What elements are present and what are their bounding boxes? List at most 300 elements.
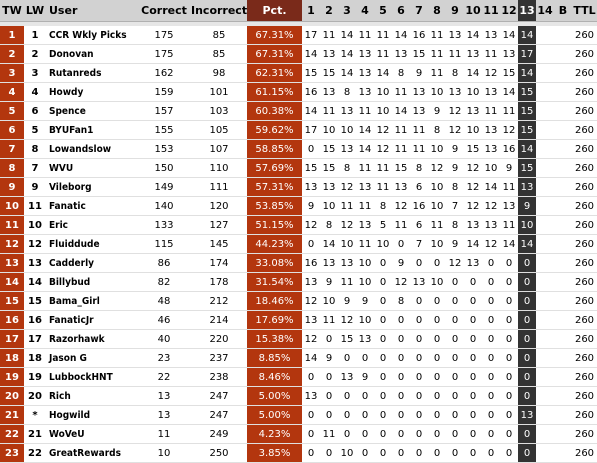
week-cell: 0 [482,254,500,273]
week-cell: 12 [464,197,482,216]
user-cell[interactable]: Cadderly [46,254,137,273]
pct-cell: 8.46% [247,368,302,387]
pct-cell: 44.23% [247,235,302,254]
user-cell[interactable]: GreatRewards [46,444,137,463]
week-cell [554,330,572,349]
current-week-cell: 0 [518,273,536,292]
week-cell: 11 [392,121,410,140]
week-cell: 0 [320,444,338,463]
week-cell [536,387,554,406]
user-cell[interactable]: Fanatic [46,197,137,216]
incorrect-header[interactable]: Incorrect [191,0,247,22]
lw-cell: 17 [24,330,46,349]
tw-cell: 7 [0,140,24,159]
week-cell: 11 [356,235,374,254]
week-cell: 14 [338,64,356,83]
week-cell: 0 [302,406,320,425]
week-cell [554,121,572,140]
user-cell[interactable]: Rich [46,387,137,406]
week-cell [536,273,554,292]
user-cell[interactable]: Donovan [46,45,137,64]
week-cell: 10 [320,197,338,216]
week-cell: 14 [500,83,518,102]
week-cell [554,178,572,197]
week-cell: 13 [356,45,374,64]
week-cell: 0 [500,254,518,273]
tw-cell: 15 [0,292,24,311]
week-cell: 11 [320,311,338,330]
week-cell: 16 [410,197,428,216]
week-cell: 10 [428,178,446,197]
week-header[interactable]: 10 [464,0,482,22]
pct-cell: 33.08% [247,254,302,273]
week-cell [536,26,554,45]
user-cell[interactable]: Hogwild [46,406,137,425]
week-cell: 13 [338,368,356,387]
week-header[interactable]: 1 [302,0,320,22]
week-cell: 15 [320,159,338,178]
week-cell: 0 [482,292,500,311]
week-header[interactable]: 12 [500,0,518,22]
incorrect-cell: 249 [191,425,247,444]
week-cell: 0 [302,235,320,254]
week-cell: 0 [392,406,410,425]
week-header[interactable]: 3 [338,0,356,22]
user-cell[interactable]: Spence [46,102,137,121]
user-cell[interactable]: Vileborg [46,178,137,197]
week-cell: 10 [356,311,374,330]
user-header[interactable]: User [46,0,137,22]
tw-cell: 21 [0,406,24,425]
week-cell: 0 [410,406,428,425]
correct-cell: 46 [137,311,191,330]
user-cell[interactable]: WoVeU [46,425,137,444]
week-cell: 0 [374,349,392,368]
ttl-cell: 260 [572,273,597,292]
week-header[interactable]: 11 [482,0,500,22]
week-cell: 11 [500,178,518,197]
week-cell: 0 [356,349,374,368]
lw-cell: 19 [24,368,46,387]
week-cell: 0 [392,387,410,406]
table-row [0,26,597,45]
pct-header[interactable]: Pct. [247,0,302,22]
week-cell: 10 [464,121,482,140]
week-cell: 0 [482,406,500,425]
ttl-cell: 260 [572,197,597,216]
week-cell: 0 [464,368,482,387]
user-cell[interactable]: Eric [46,216,137,235]
week-cell: 14 [338,45,356,64]
week-header[interactable]: 2 [320,0,338,22]
week-cell: 0 [410,368,428,387]
week-cell: 13 [464,254,482,273]
correct-cell: 13 [137,387,191,406]
week-cell: 12 [392,273,410,292]
current-week-cell: 14 [518,235,536,254]
week-header[interactable]: 5 [374,0,392,22]
week-cell: 11 [356,26,374,45]
ttl-cell: 260 [572,425,597,444]
current-week-cell: 9 [518,197,536,216]
correct-cell: 23 [137,349,191,368]
week-cell: 13 [302,178,320,197]
tw-cell: 20 [0,387,24,406]
pct-cell: 18.46% [247,292,302,311]
table-row [0,45,597,64]
incorrect-cell: 178 [191,273,247,292]
lw-cell: 6 [24,102,46,121]
incorrect-cell: 120 [191,197,247,216]
ttl-cell: 260 [572,406,597,425]
week-cell: 9 [428,102,446,121]
week-cell: 15 [302,159,320,178]
pct-cell: 17.69% [247,311,302,330]
current-week-header[interactable]: 13 [518,0,536,22]
standings-body [0,26,597,463]
week-header[interactable]: 7 [410,0,428,22]
user-cell[interactable]: FanaticJr [46,311,137,330]
week-cell: 11 [392,83,410,102]
week-cell: 11 [410,140,428,159]
week-cell: 12 [302,292,320,311]
week-cell: 10 [320,292,338,311]
tw-cell: 6 [0,121,24,140]
week-cell: 0 [428,444,446,463]
table-row [0,387,597,406]
week-cell: 0 [464,349,482,368]
week-cell: 8 [410,159,428,178]
week-cell: 8 [374,197,392,216]
lw-cell: 10 [24,216,46,235]
week-cell [554,26,572,45]
week-cell: 0 [446,349,464,368]
current-week-cell: 0 [518,349,536,368]
week-cell: 14 [464,235,482,254]
user-cell[interactable]: Howdy [46,83,137,102]
week-cell: 0 [500,330,518,349]
correct-cell: 86 [137,254,191,273]
correct-cell: 10 [137,444,191,463]
week-cell: 8 [338,159,356,178]
correct-cell: 82 [137,273,191,292]
week-cell: 10 [338,121,356,140]
week-cell: 0 [410,349,428,368]
ttl-cell: 260 [572,349,597,368]
correct-header[interactable]: Correct [137,0,191,22]
week-cell: 12 [338,178,356,197]
correct-cell: 22 [137,368,191,387]
ttl-cell: 260 [572,45,597,64]
week-header[interactable]: 14 [536,0,554,22]
ttl-cell: 260 [572,216,597,235]
week-cell: 9 [446,159,464,178]
week-cell: 14 [464,64,482,83]
week-cell: 0 [482,368,500,387]
tw-cell: 2 [0,45,24,64]
week-cell: 10 [374,83,392,102]
pct-cell: 67.31% [247,45,302,64]
user-cell[interactable]: Jason G [46,349,137,368]
week-cell: 0 [410,330,428,349]
incorrect-cell: 237 [191,349,247,368]
ttl-cell: 260 [572,121,597,140]
tw-cell: 10 [0,197,24,216]
week-header[interactable]: 4 [356,0,374,22]
week-cell: 0 [428,330,446,349]
week-cell: 13 [302,273,320,292]
week-cell: 0 [428,311,446,330]
user-cell[interactable]: Fluiddude [46,235,137,254]
current-week-cell: 0 [518,292,536,311]
user-cell[interactable]: CCR Wkly Picks [46,26,137,45]
week-cell: 13 [482,121,500,140]
ttl-cell: 260 [572,330,597,349]
week-cell: 10 [428,83,446,102]
user-cell[interactable]: Razorhawk [46,330,137,349]
week-header[interactable]: 6 [392,0,410,22]
pct-cell: 8.85% [247,349,302,368]
week-cell [536,235,554,254]
week-cell: 13 [356,83,374,102]
week-cell [536,216,554,235]
pct-cell: 60.38% [247,102,302,121]
week-cell: 9 [356,368,374,387]
week-cell: 0 [410,311,428,330]
week-cell [536,368,554,387]
week-cell: 13 [338,254,356,273]
pct-cell: 3.85% [247,444,302,463]
week-cell: 13 [482,26,500,45]
week-cell: 13 [392,178,410,197]
week-cell: 10 [428,235,446,254]
week-cell [554,140,572,159]
week-cell: 0 [500,425,518,444]
week-cell: 13 [320,83,338,102]
week-cell [554,254,572,273]
tw-cell: 14 [0,273,24,292]
week-cell: 14 [302,349,320,368]
week-cell: 13 [410,273,428,292]
tw-cell: 17 [0,330,24,349]
week-cell: 11 [338,197,356,216]
week-cell: 0 [410,444,428,463]
week-cell: 13 [302,311,320,330]
incorrect-cell: 145 [191,235,247,254]
table-row [0,368,597,387]
week-cell: 13 [356,64,374,83]
incorrect-cell: 174 [191,254,247,273]
week-cell: 0 [428,368,446,387]
week-cell: 16 [302,254,320,273]
week-cell: 11 [374,45,392,64]
pct-cell: 15.38% [247,330,302,349]
lw-cell: 18 [24,349,46,368]
ttl-header[interactable]: TTL [572,0,597,22]
week-cell: 11 [320,425,338,444]
week-cell: 7 [446,197,464,216]
week-cell: 12 [338,311,356,330]
week-cell: 16 [410,26,428,45]
week-cell: 11 [500,216,518,235]
week-cell: 13 [446,83,464,102]
incorrect-cell: 127 [191,216,247,235]
user-cell[interactable]: Bama_Girl [46,292,137,311]
week-cell: 14 [302,45,320,64]
ttl-cell: 260 [572,444,597,463]
week-cell: 8 [338,83,356,102]
pct-cell: 4.23% [247,425,302,444]
incorrect-cell: 85 [191,26,247,45]
week-cell [536,178,554,197]
week-cell: 13 [446,26,464,45]
incorrect-cell: 101 [191,83,247,102]
lw-cell: 15 [24,292,46,311]
ttl-cell: 260 [572,235,597,254]
current-week-cell: 0 [518,254,536,273]
current-week-cell: 13 [518,178,536,197]
week-cell: 0 [356,425,374,444]
lw-cell: 21 [24,425,46,444]
ttl-cell: 260 [572,292,597,311]
week-cell: 0 [446,330,464,349]
week-cell [554,83,572,102]
week-cell: 0 [374,387,392,406]
week-cell: 0 [464,273,482,292]
tw-cell: 12 [0,235,24,254]
week-cell [536,425,554,444]
pct-cell: 53.85% [247,197,302,216]
lw-cell: 16 [24,311,46,330]
week-cell: 11 [428,45,446,64]
week-cell: 9 [356,292,374,311]
week-cell: 0 [428,292,446,311]
week-cell: 0 [482,444,500,463]
pct-cell: 61.15% [247,83,302,102]
week-cell: 0 [356,444,374,463]
table-row [0,216,597,235]
lw-cell: 12 [24,235,46,254]
week-cell: 0 [446,387,464,406]
week-cell: 10 [320,121,338,140]
week-cell: 14 [482,178,500,197]
week-cell: 11 [320,102,338,121]
week-cell: 0 [428,349,446,368]
week-cell: 0 [338,425,356,444]
correct-cell: 153 [137,140,191,159]
current-week-cell: 15 [518,102,536,121]
week-cell: 14 [464,26,482,45]
week-cell: 0 [500,292,518,311]
user-cell[interactable]: Rutanreds [46,64,137,83]
tw-cell: 1 [0,26,24,45]
current-week-cell: 0 [518,311,536,330]
week-cell [554,64,572,83]
week-cell: 0 [392,368,410,387]
week-cell: 13 [320,178,338,197]
table-row [0,102,597,121]
incorrect-cell: 247 [191,406,247,425]
lw-cell: 20 [24,387,46,406]
week-cell: 0 [500,273,518,292]
week-cell: 0 [428,425,446,444]
week-cell: 9 [320,273,338,292]
lw-cell: 8 [24,140,46,159]
week-cell: 14 [374,64,392,83]
week-cell: 10 [464,83,482,102]
week-cell: 0 [338,406,356,425]
week-cell [536,64,554,83]
pct-cell: 31.54% [247,273,302,292]
tw-cell: 16 [0,311,24,330]
week-cell: 0 [320,406,338,425]
pct-cell: 59.62% [247,121,302,140]
user-cell[interactable]: WVU [46,159,137,178]
week-cell: 11 [374,178,392,197]
correct-cell: 11 [137,425,191,444]
week-cell: 0 [302,140,320,159]
week-cell: 12 [446,254,464,273]
week-cell [554,292,572,311]
week-header[interactable]: 8 [428,0,446,22]
tw-cell: 13 [0,254,24,273]
tw-cell: 5 [0,102,24,121]
week-cell: 0 [482,425,500,444]
lw-header[interactable]: LW [24,0,46,22]
week-cell [536,292,554,311]
week-cell: 10 [374,235,392,254]
week-cell: 15 [302,64,320,83]
week-cell: 10 [428,273,446,292]
bowl-header[interactable]: B [554,0,572,22]
week-cell [554,159,572,178]
ttl-cell: 260 [572,311,597,330]
correct-cell: 149 [137,178,191,197]
lw-cell: 11 [24,197,46,216]
week-cell [554,406,572,425]
pct-cell: 5.00% [247,406,302,425]
week-cell [536,159,554,178]
pct-cell: 57.31% [247,178,302,197]
week-cell: 8 [320,216,338,235]
table-row [0,273,597,292]
week-cell: 10 [356,254,374,273]
week-cell: 11 [320,26,338,45]
lw-cell: 3 [24,64,46,83]
current-week-cell: 14 [518,140,536,159]
week-cell: 0 [482,387,500,406]
week-cell: 0 [428,254,446,273]
week-cell [536,349,554,368]
user-cell[interactable]: LubbockHNT [46,368,137,387]
week-cell [536,330,554,349]
ttl-cell: 260 [572,368,597,387]
tw-header[interactable]: TW [0,0,24,22]
week-cell: 0 [302,444,320,463]
correct-cell: 159 [137,83,191,102]
week-cell: 12 [374,121,392,140]
week-cell: 14 [356,121,374,140]
week-header[interactable]: 9 [446,0,464,22]
week-cell: 0 [374,292,392,311]
user-cell[interactable]: Billybud [46,273,137,292]
user-cell[interactable]: Lowandslow [46,140,137,159]
correct-cell: 48 [137,292,191,311]
week-cell: 0 [374,330,392,349]
user-cell[interactable]: BYUFan1 [46,121,137,140]
week-cell: 10 [482,159,500,178]
week-cell: 13 [482,140,500,159]
